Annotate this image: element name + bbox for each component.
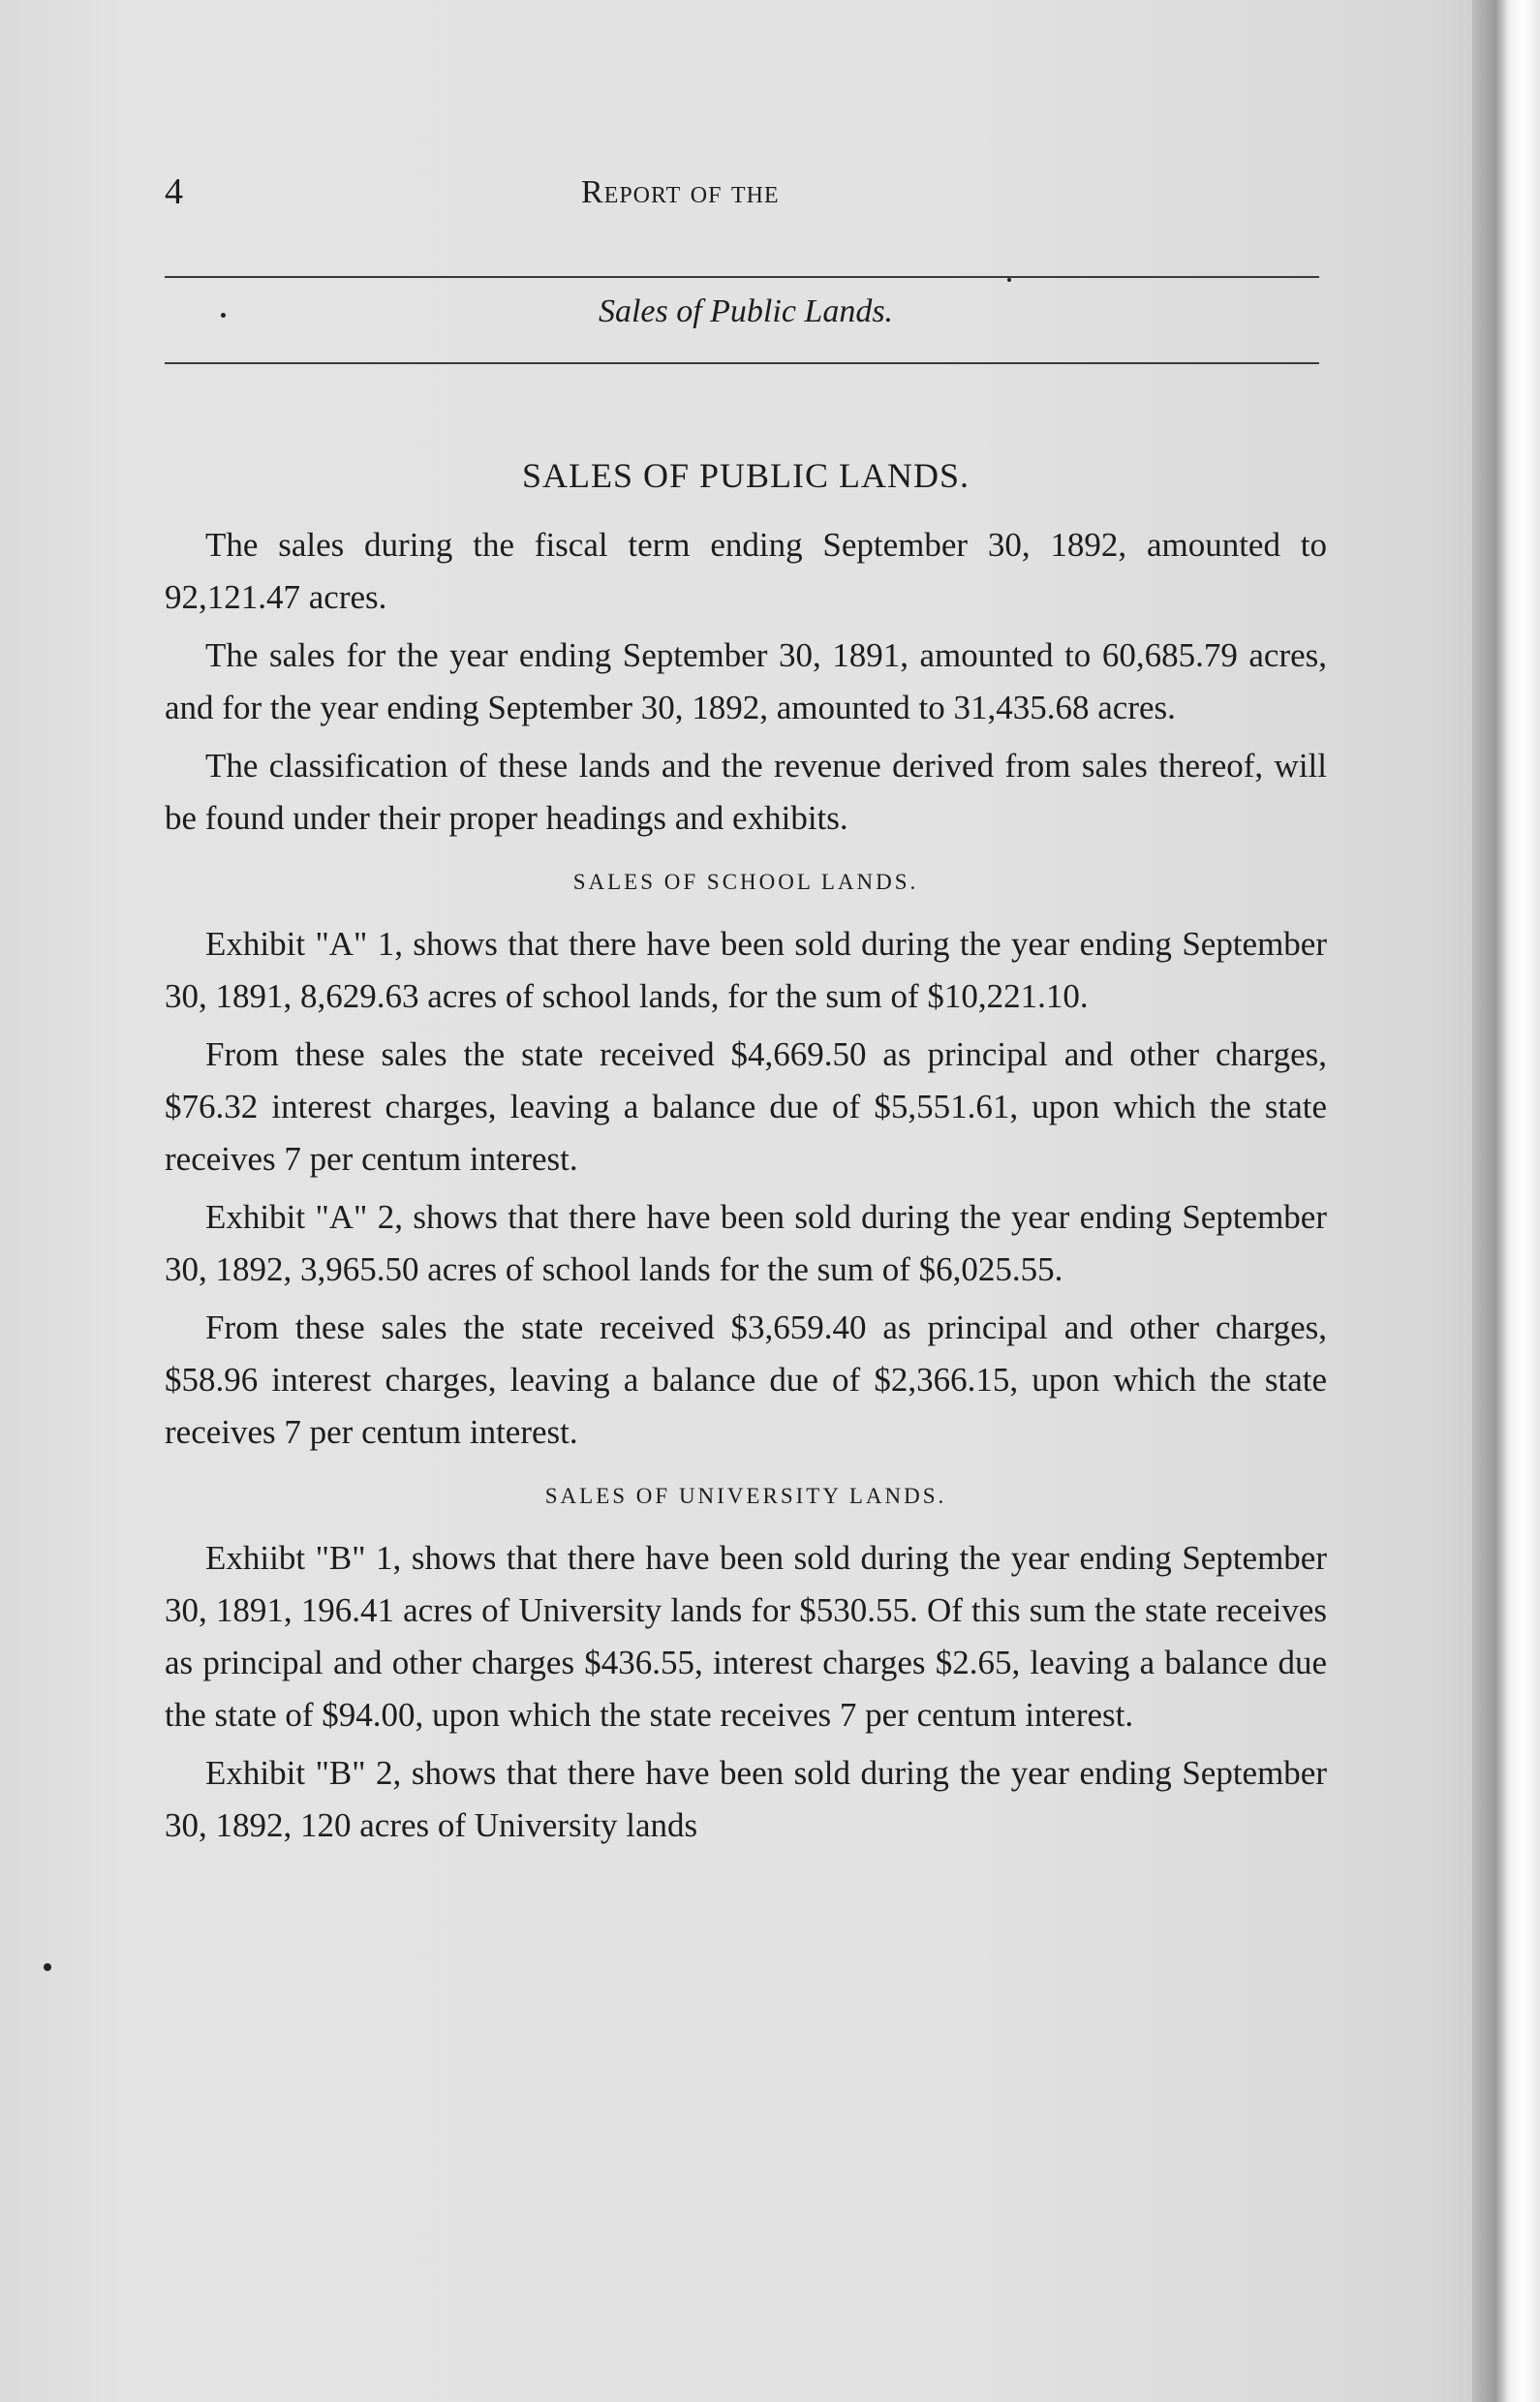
school-lands-paragraph: Exhibit "A" 1, shows that there have been sold during the year ending September 30, 1891, 8,629.63 acres of school lands, for the sum of $10,221.10. bbox=[165, 925, 1327, 1015]
page-number: 4 bbox=[165, 171, 183, 212]
main-title: SALES OF PUBLIC LANDS. bbox=[521, 456, 970, 495]
book-spine-edge bbox=[1472, 0, 1540, 2402]
print-speck bbox=[221, 313, 226, 318]
intro-paragraph: The sales for the year ending September 30, 1891, amounted to 60,685.79 acres, and for the year ending September 30, 1892, amounted to 31,435.68 acres. bbox=[165, 636, 1327, 726]
university-lands-paragraph: Exhibit "B" 2, shows that there have been sold during the year ending September 30, 1892, 120 acres of University lands bbox=[165, 1754, 1327, 1844]
print-speck bbox=[1007, 278, 1011, 282]
running-subhead: Sales of Public Lands. bbox=[598, 293, 894, 329]
running-head bbox=[165, 170, 1327, 219]
school-lands-paragraph: From these sales the state received $4,669.50 as principal and other charges, $76.32 interest charges, leaving a balance due of $5,551.61, upon which the state receives 7 per centum interest. bbox=[165, 1035, 1327, 1178]
school-lands-heading: SALES OF SCHOOL LANDS. bbox=[572, 870, 919, 894]
intro-paragraph: The classification of these lands and the revenue derived from sales thereof, will be found under their proper headings and exhibits. bbox=[165, 747, 1327, 837]
print-speck bbox=[44, 1963, 51, 1971]
running-head-title: Report of the bbox=[581, 174, 780, 210]
school-lands-paragraph: Exhibit "A" 2, shows that there have been sold during the year ending September 30, 1892, 3,965.50 acres of school lands for the sum of $6,025.55. bbox=[165, 1198, 1327, 1288]
header-rule-bottom bbox=[165, 362, 1319, 364]
school-lands-paragraph: From these sales the state received $3,659.40 as principal and other charges, $58.96 interest charges, leaving a balance due of $2,366.15, upon which the state receives 7 per centum interest. bbox=[165, 1309, 1327, 1451]
page-body bbox=[165, 455, 1327, 1858]
header-rule-top bbox=[165, 276, 1319, 278]
university-lands-heading: SALES OF UNIVERSITY LANDS. bbox=[544, 1484, 947, 1508]
university-lands-paragraph: Exhiibt "B" 1, shows that there have been sold during the year ending September 30, 1891, 196.41 acres of University lands for $530.55. Of this sum the state receives as principal and other charges $436.55, interest charges $2.65, leaving a balance due the state of $94.00, upon which the state receives 7 per centum interest. bbox=[165, 1539, 1327, 1734]
intro-paragraph: The sales during the fiscal term ending September 30, 1892, amounted to 92,121.47 acres. bbox=[165, 526, 1327, 616]
